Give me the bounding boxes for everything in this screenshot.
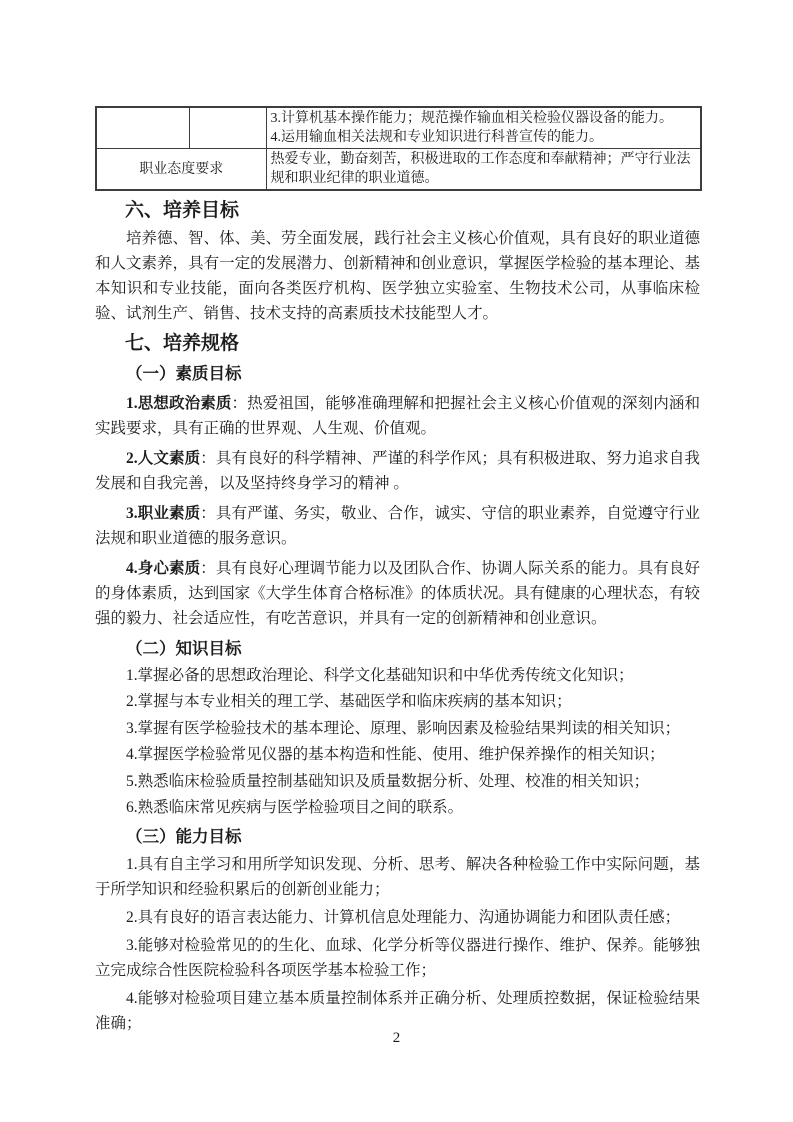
quality-item-text: ：具有严谨、务实，敬业、合作，诚实、守信的职业素养，自觉遵守行业法规和职业道德的服务意识。 [95,505,700,547]
table-cell-empty-2 [189,107,266,149]
ability-item: 4.能够对检验项目建立基本质量控制体系并正确分析、处理质控数据，保证检验结果准确； [95,990,700,1032]
subsection-heading-quality-objectives: （一）素质目标 [126,365,242,383]
page-number: 2 [392,1030,401,1046]
quality-item-label: 4.身心素质 [126,560,201,577]
section-heading-training-objectives: 六、培养目标 [125,200,240,221]
subsection-heading-knowledge-objectives: （二）知识目标 [126,640,242,658]
quality-item [95,556,700,631]
ability-item: 1.具有自主学习和用所学知识发现、分析、思考、解决各种检验工作中实际问题，基于所学知识和经验积累后的创新创业能力； [95,856,700,898]
quality-item-label: 2.人文素质 [126,450,201,467]
knowledge-item: 2.掌握与本专业相关的理工学、基础医学和临床疾病的基本知识； [126,693,572,710]
knowledge-item: 3.掌握有医学检验技术的基本理论、原理、影响因素及检验结果判读的相关知识； [126,719,681,737]
section-heading-training-specifications: 七、培养规格 [125,333,240,354]
table-cell-attitude-label: 职业态度要求 [96,149,266,191]
table-cell-attitude-content: 热爱专业，勤奋刻苦，积极进取的工作态度和奉献精神；严守行业法规和职业纪律的职业道德。 [266,149,701,191]
quality-item-label: 3.职业素质 [126,505,201,522]
table-cell-empty-1 [96,107,189,149]
table-cell-ability-continued [266,107,701,149]
subsection-heading-ability-objectives: （三）能力目标 [126,828,242,846]
quality-item-label: 1.思想政治素质 [126,395,232,412]
training-objectives-paragraph: 培养德、智、体、美、劳全面发展，践行社会主义核心价值观，具有良好的职业道德和人文素养，具有一定的发展潜力、创新精神和创业意识，掌握医学检验的基本理论、基本知识和专业技能，面向各类医疗机构、医学独立实验室、生物技术公司，从事临床检验、试剂生产、销售、技术支持的高素质技术技能型人才。 [95,230,700,322]
quality-item [95,501,700,551]
requirements-table [95,106,702,191]
knowledge-item: 1.掌握必备的思想政治理论、科学文化基础知识和中华优秀传统文化知识； [126,666,634,684]
knowledge-item: 5.熟悉临床检验质量控制基础知识及质量数据分析、处理、校准的相关知识； [126,772,650,790]
quality-item [95,446,700,496]
ability-line-4: 4.运用输血相关法规和专业知识进行科普宣传的能力。 [270,130,603,145]
table-row [96,149,701,191]
quality-item [95,391,700,441]
ability-item: 2.具有良好的语言表达能力、计算机信息处理能力、沟通协调能力和团队责任感； [126,909,681,926]
table-row [96,107,701,149]
quality-item-text: ：具有良好心理调节能力以及团队合作、协调人际关系的能力。具有良好的身体素质，达到国家《大学生体育合格标准》的体质状况。具有健康的心理状态，有较强的毅力、社会适应性，有吃苦意识，并具有一定的创新精神和创业意识。 [95,560,700,627]
ability-item: 3.能够对检验常见的的生化、血球、化学分析等仪器进行操作、维护、保养。能够独立完成综合性医院检验科各项医学基本检验工作； [95,937,700,979]
ability-line-3: 3.计算机基本操作能力；规范操作输血相关检验仪器设备的能力。 [270,111,673,126]
knowledge-item: 4.掌握医学检验常见仪器的基本构造和性能、使用、维护保养操作的相关知识； [126,746,665,763]
knowledge-item: 6.熟悉临床常见疾病与医学检验项目之间的联系。 [126,799,464,816]
quality-item-text: ：具有良好的科学精神、严谨的科学作风；具有积极进取、努力追求自我发展和自我完善，以及坚持终身学习的精神 。 [95,450,700,492]
quality-item-text: ：热爱祖国，能够准确理解和把握社会主义核心价值观的深刻内涵和实践要求，具有正确的世界观、人生观、价值观。 [95,395,700,437]
